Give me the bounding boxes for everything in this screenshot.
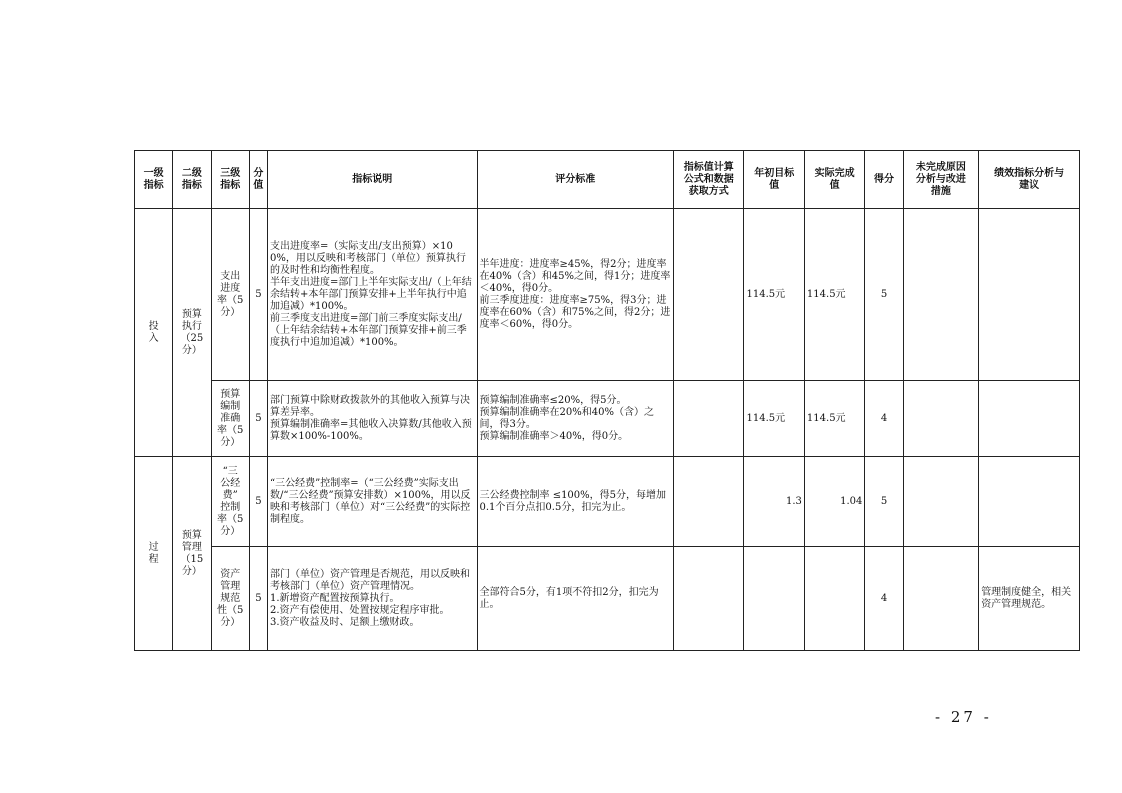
description-cell: 部门预算中除财政拨款外的其他收入预算与决算差异率。 预算编制准确率=其他收入决算数/其他收入预算数×100%-100%。 <box>267 381 477 457</box>
score-value-cell: 5 <box>249 209 267 381</box>
level1-cell: 投 入 <box>135 209 173 457</box>
level3-cell: “三 公经 费” 控制 率（5 分） <box>211 457 249 547</box>
header-actual: 实际完成 值 <box>804 151 864 209</box>
level3-cell: 资产 管理 规范 性（5 分） <box>211 547 249 651</box>
header-criteria: 评分标准 <box>477 151 673 209</box>
formula-cell <box>673 209 744 381</box>
score-cell: 5 <box>865 457 903 547</box>
level3-cell: 预算 编制 准确 率（5 分） <box>211 381 249 457</box>
actual-cell <box>804 547 864 651</box>
level3-cell: 支出 进度 率（5 分） <box>211 209 249 381</box>
target-cell: 114.5元 <box>744 209 804 381</box>
header-score-value: 分 值 <box>249 151 267 209</box>
header-reason: 未完成原因 分析与改进 措施 <box>903 151 979 209</box>
header-level2: 二级 指标 <box>173 151 211 209</box>
criteria-cell: 全部符合5分，有1项不符扣2分，扣完为止。 <box>477 547 673 651</box>
reason-cell <box>903 381 979 457</box>
target-cell: 114.5元 <box>744 381 804 457</box>
header-analysis: 绩效指标分析与 建议 <box>979 151 1080 209</box>
table-header-row <box>135 151 1080 209</box>
score-cell: 4 <box>865 547 903 651</box>
header-score: 得分 <box>865 151 903 209</box>
performance-evaluation-table <box>134 150 1080 651</box>
actual-cell: 1.04 <box>804 457 864 547</box>
description-cell: “三公经费”控制率=（“三公经费”实际支出数/“三公经费”预算安排数）×100%，用以反映和考核部门（单位）对“三公经费”的实际控制程度。 <box>267 457 477 547</box>
description-cell: 支出进度率=（实际支出/支出预算）×100%，用以反映和考核部门（单位）预算执行的及时性和均衡性程度。 半年支出进度=部门上半年实际支出/（上年结余结转+本年部门预算安排+上半年执行中追加追减）*100%。 前三季度支出进度=部门前三季度实际支出/（上年结余结转+本年部门预算安排+前三季度执行中追加追减）*100%。 <box>267 209 477 381</box>
analysis-cell: 管理制度健全，相关资产管理规范。 <box>979 547 1080 651</box>
reason-cell <box>903 457 979 547</box>
header-level3: 三级 指标 <box>211 151 249 209</box>
target-cell <box>744 547 804 651</box>
score-value-cell: 5 <box>249 547 267 651</box>
criteria-cell: 半年进度：进度率≥45%，得2分；进度率在40%（含）和45%之间，得1分；进度率＜40%，得0分。 前三季度进度：进度率≥75%，得3分；进度率在60%（含）和75%之间，得2分；进度率＜60%，得0分。 <box>477 209 673 381</box>
level1-cell: 过 程 <box>135 457 173 651</box>
score-value-cell: 5 <box>249 457 267 547</box>
score-cell: 5 <box>865 209 903 381</box>
actual-cell: 114.5元 <box>804 209 864 381</box>
target-cell: 1.3 <box>744 457 804 547</box>
reason-cell <box>903 209 979 381</box>
table-row <box>135 547 1080 651</box>
header-target: 年初目标 值 <box>744 151 804 209</box>
analysis-cell <box>979 457 1080 547</box>
analysis-cell <box>979 381 1080 457</box>
table-row <box>135 457 1080 547</box>
formula-cell <box>673 381 744 457</box>
header-formula: 指标值计算 公式和数据 获取方式 <box>673 151 744 209</box>
analysis-cell <box>979 209 1080 381</box>
level2-cell: 预算 管理 （15 分） <box>173 457 211 651</box>
criteria-cell: 三公经费控制率 ≤100%，得5分，每增加0.1个百分点扣0.5分，扣完为止。 <box>477 457 673 547</box>
header-description: 指标说明 <box>267 151 477 209</box>
header-level1: 一级 指标 <box>135 151 173 209</box>
table-row <box>135 209 1080 381</box>
table-row <box>135 381 1080 457</box>
actual-cell: 114.5元 <box>804 381 864 457</box>
formula-cell <box>673 547 744 651</box>
description-cell: 部门（单位）资产管理是否规范，用以反映和考核部门（单位）资产管理情况。 1.新增资产配置按预算执行。 2.资产有偿使用、处置按规定程序审批。 3.资产收益及时、足额上缴财政。 <box>267 547 477 651</box>
level2-cell: 预算 执行 （25 分） <box>173 209 211 457</box>
score-value-cell: 5 <box>249 381 267 457</box>
score-cell: 4 <box>865 381 903 457</box>
reason-cell <box>903 547 979 651</box>
page-number: - 27 - <box>935 708 992 726</box>
criteria-cell: 预算编制准确率≤20%，得5分。 预算编制准确率在20%和40%（含）之间，得3分。 预算编制准确率＞40%，得0分。 <box>477 381 673 457</box>
formula-cell <box>673 457 744 547</box>
